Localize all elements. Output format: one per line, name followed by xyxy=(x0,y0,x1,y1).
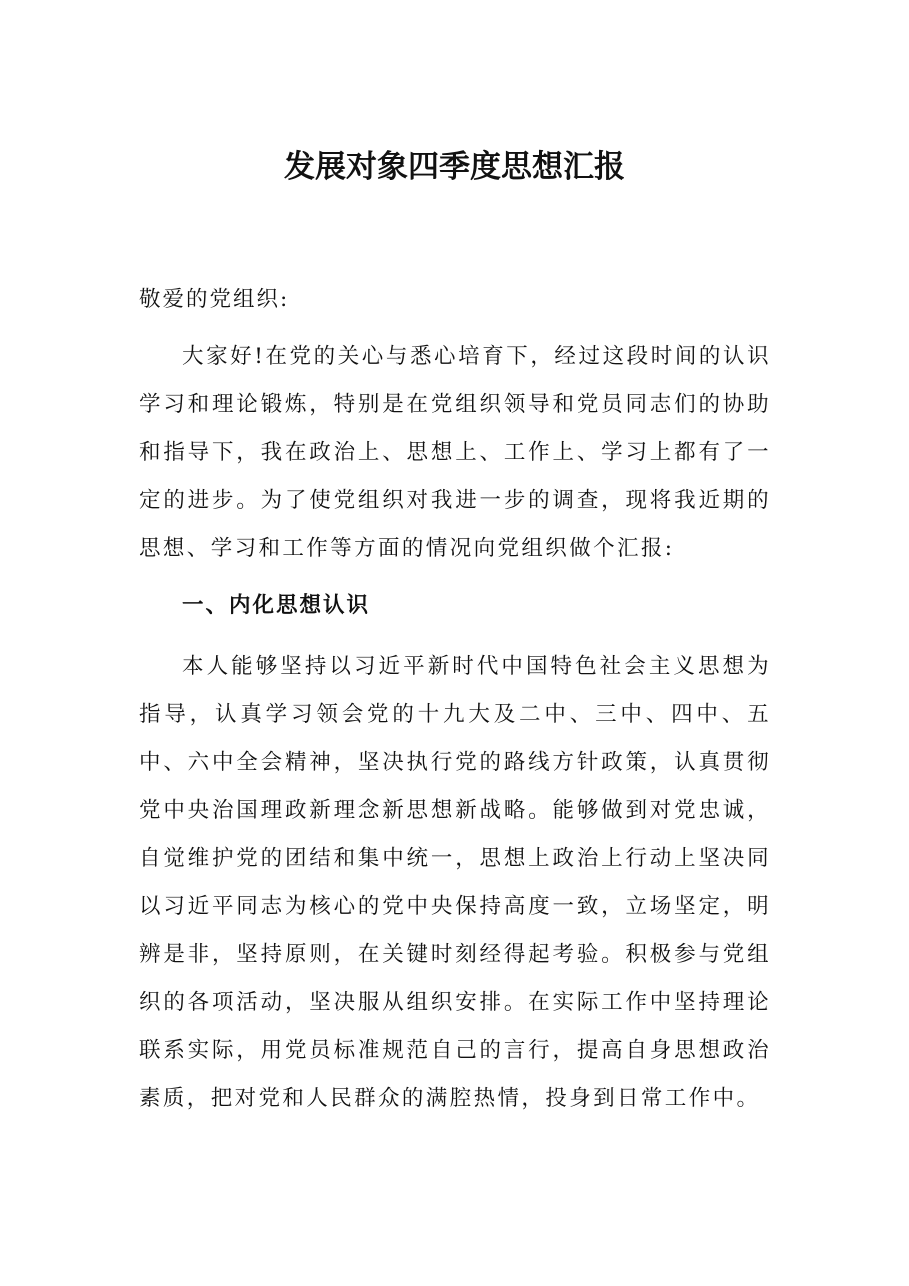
document-title: 发展对象四季度思想汇报 xyxy=(284,149,625,185)
salutation: 敬爱的党组织: xyxy=(139,287,290,312)
section-body-paragraph: 本人能够坚持以习近平新时代中国特色社会主义思想为指导，认真学习领会党的十九大及二中、三中、四中、五中、六中全会精神，坚决执行党的路线方针政策，认真贯彻党中央治国理政新理念新思想新战略。能够做到对党忠诚，自觉维护党的团结和集中统一，思想上政治上行动上坚决同以习近平同志为核心的党中央保持高度一致，立场坚定，明辨是非，坚持原则，在关键时刻经得起考验。积极参与党组织的各项活动，坚决服从组织安排。在实际工作中坚持理论联系实际，用党员标准规范自己的言行，提高自身思想政治素质，把对党和人民群众的满腔热情，投身到日常工作中。 xyxy=(139,654,771,1111)
section-heading: 一、内化思想认识 xyxy=(182,593,371,618)
intro-paragraph: 大家好!在党的关心与悉心培育下，经过这段时间的认识学习和理论锻炼，特别是在党组织领导和党员同志们的协助和指导下，我在政治上、思想上、工作上、学习上都有了一定的进步。为了使党组织对我进一步的调查，现将我近期的思想、学习和工作等方面的情况向党组织做个汇报: xyxy=(139,344,771,561)
